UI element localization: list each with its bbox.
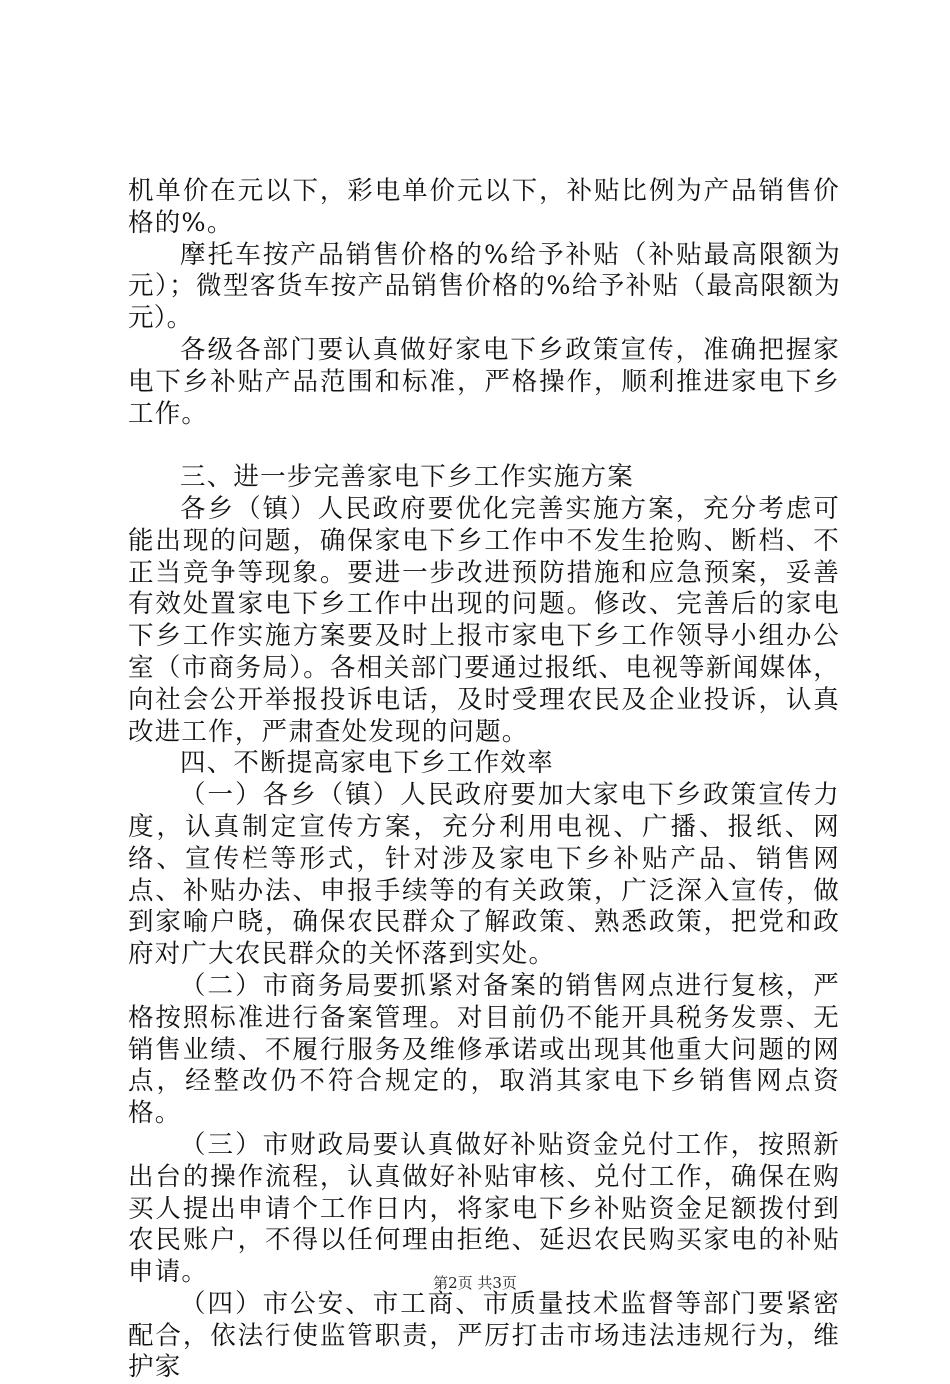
paragraph-policy-promotion: 各级各部门要认真做好家电下乡政策宣传，准确把握家电下乡补贴产品范围和标准，严格操作，顺利推进家电下乡工作。 — [128, 334, 840, 429]
paragraph-motorcycle-subsidy: 摩托车按产品销售价格的%给予补贴（补贴最高限额为元）；微型客货车按产品销售价格的%给予补贴（最高限额为元）。 — [128, 239, 840, 334]
paragraph-spacer — [128, 430, 840, 462]
paragraph-implementation-plan: 各乡（镇）人民政府要优化完善实施方案，充分考虑可能出现的问题，确保家电下乡工作中不发生抢购、断档、不正当竞争等现象。要进一步改进预防措施和应急预案，妥善有效处置家电下乡工作中出现的问题。修改、完善后的家电下乡工作实施方案要及时上报市家电下乡工作领导小组办公室（市商务局）。各相关部门要通过报纸、电视等新闻媒体，向社会公开举报投诉电话，及时受理农民及企业投诉，认真改进工作，严肃查处发现的问题。 — [128, 493, 840, 747]
paragraph-item-4: （四）市公安、市工商、市质量技术监督等部门要紧密配合，依法行使监管职责，严厉打击市场违法违规行为，维护家 — [128, 1288, 840, 1383]
paragraph-item-3: （三）市财政局要认真做好补贴资金兑付工作，按照新出台的操作流程，认真做好补贴审核、兑付工作，确保在购买人提出申请个工作日内，将家电下乡补贴资金足额拨付到农民账户，不得以任何理由拒绝、延迟农民购买家电的补贴申请。 — [128, 1129, 840, 1288]
section-heading-4: 四、不断提高家电下乡工作效率 — [180, 748, 554, 779]
document-body — [128, 176, 840, 1384]
paragraph-item-1: （一）各乡（镇）人民政府要加大家电下乡政策宣传力度，认真制定宣传方案，充分利用电视、广播、报纸、网络、宣传栏等形式，针对涉及家电下乡补贴产品、销售网点、补贴办法、申报手续等的有关政策，广泛深入宣传，做到家喻户晓，确保农民群众了解政策、熟悉政策，把党和政府对广大农民群众的关怀落到实处。 — [128, 780, 840, 970]
page-footer: 第2页 共3页 — [433, 1274, 517, 1292]
paragraph-item-2: （二）市商务局要抓紧对备案的销售网点进行复核，严格按照标准进行备案管理。对目前仍不能开具税务发票、无销售业绩、不履行服务及维修承诺或出现其他重大问题的网点，经整改仍不符合规定的，取消其家电下乡销售网点资格。 — [128, 970, 840, 1129]
section-heading-3: 三、进一步完善家电下乡工作实施方案 — [180, 462, 634, 493]
paragraph-price-limit: 机单价在元以下，彩电单价元以下，补贴比例为产品销售价格的%。 — [128, 176, 840, 238]
